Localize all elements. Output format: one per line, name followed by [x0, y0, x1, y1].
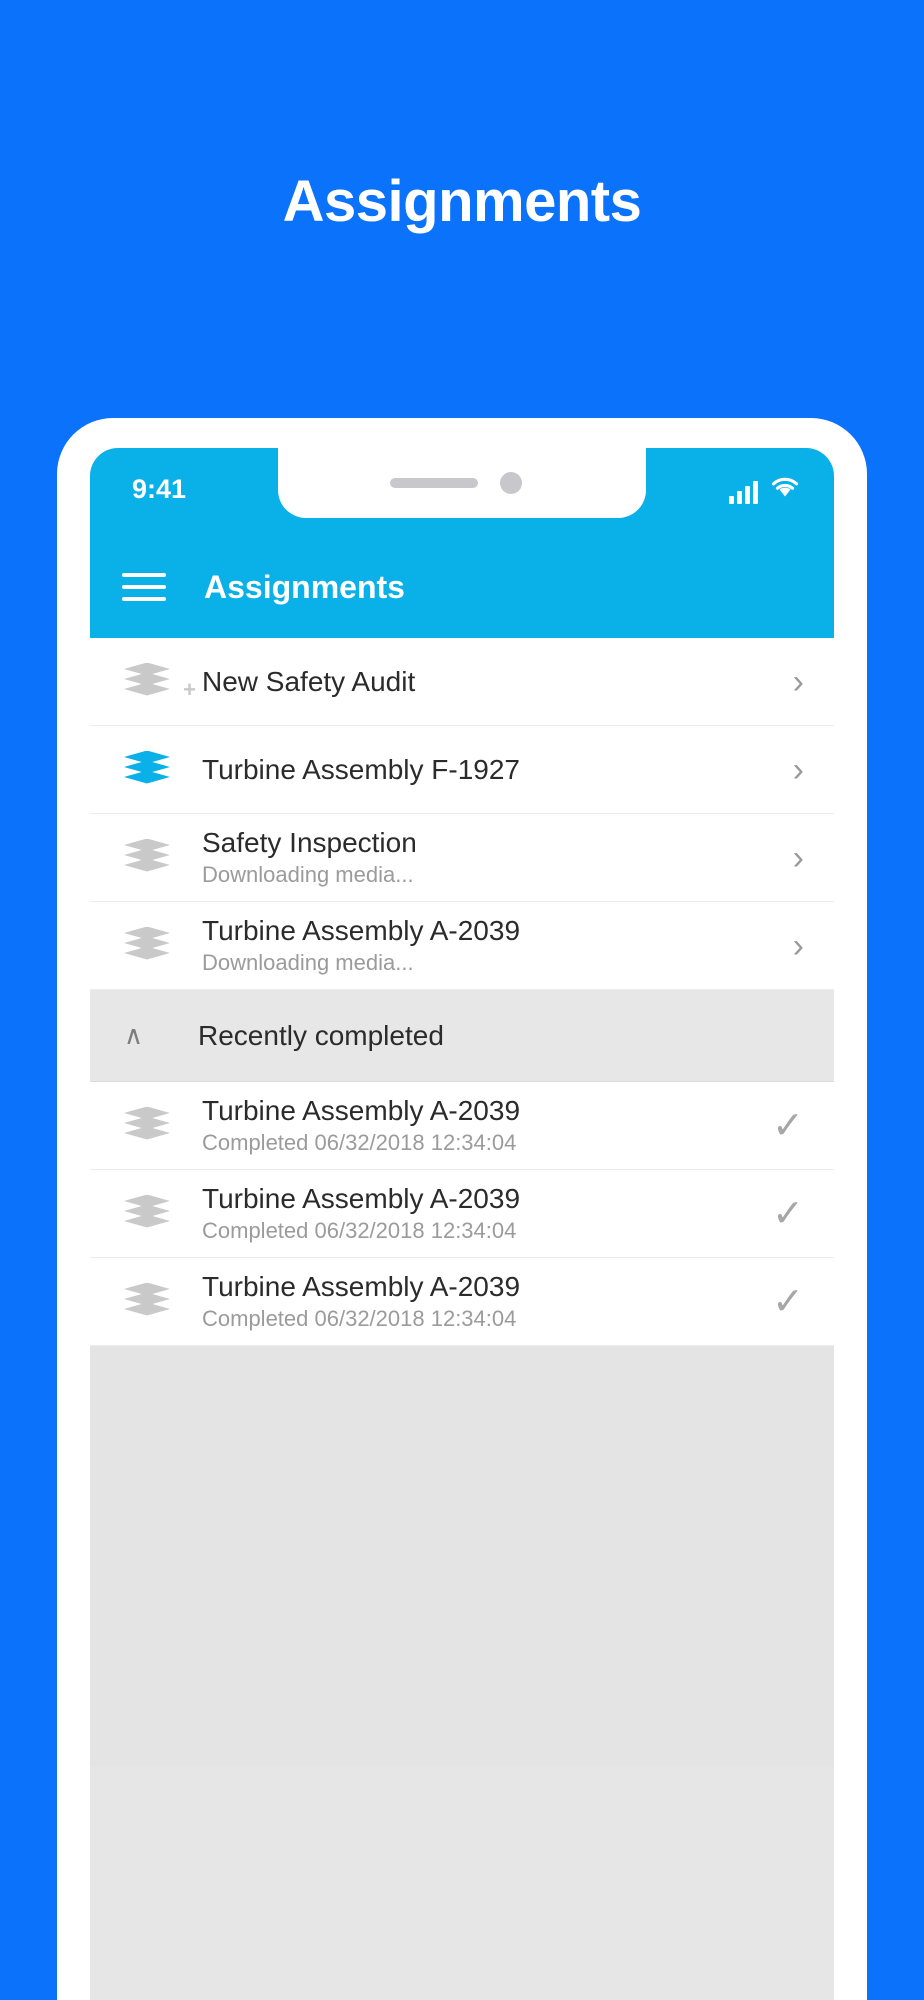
- phone-screen: [90, 448, 834, 2000]
- list-item[interactable]: [90, 1258, 834, 1346]
- plus-icon: +: [183, 676, 196, 702]
- check-icon: ✓: [772, 1280, 804, 1323]
- layers-add-icon: [124, 663, 170, 701]
- list-item-title: Turbine Assembly A-2039: [202, 1095, 521, 1126]
- list-item-text: [198, 1183, 760, 1244]
- list-item-icon: [124, 663, 198, 701]
- list-item[interactable]: [90, 814, 834, 902]
- list-item[interactable]: [90, 902, 834, 990]
- layers-icon: [124, 927, 170, 965]
- assignments-list: [90, 638, 834, 1766]
- list-item-subtitle: Completed 06/32/2018 12:34:04: [202, 1306, 517, 1331]
- chevron-right-icon[interactable]: ›: [792, 750, 804, 789]
- list-item-title: Safety Inspection: [202, 827, 417, 858]
- list-item[interactable]: [90, 638, 834, 726]
- list-item-text: [198, 915, 764, 976]
- chevron-right-icon[interactable]: ›: [792, 926, 804, 965]
- status-clock: 9:41: [132, 474, 187, 504]
- list-item-title: Turbine Assembly A-2039: [202, 915, 521, 946]
- list-item-text: [198, 1271, 760, 1332]
- list-item-icon: [124, 839, 198, 877]
- list-item-icon: [124, 751, 198, 789]
- app-bar: [90, 536, 834, 638]
- list-item-icon: [124, 927, 198, 965]
- layers-icon: [124, 1283, 170, 1321]
- check-icon: ✓: [772, 1104, 804, 1147]
- chevron-right-icon[interactable]: ›: [792, 662, 804, 701]
- layers-icon: [124, 751, 170, 789]
- list-item-subtitle: Downloading media...: [202, 950, 414, 975]
- list-item-title: Turbine Assembly A-2039: [202, 1271, 521, 1302]
- list-item[interactable]: [90, 726, 834, 814]
- list-item-subtitle: Downloading media...: [202, 862, 414, 887]
- list-item[interactable]: [90, 1170, 834, 1258]
- page-title: Assignments: [282, 169, 642, 234]
- section-header-recently-completed[interactable]: [90, 990, 834, 1082]
- list-item-title: Turbine Assembly F-1927: [202, 753, 520, 785]
- list-item[interactable]: [90, 1082, 834, 1170]
- app-bar-title: Assignments: [204, 568, 405, 605]
- list-item-text: [198, 754, 764, 786]
- status-indicators: [729, 474, 800, 504]
- section-header-label: Recently completed: [198, 1019, 444, 1051]
- layers-icon: [124, 839, 170, 877]
- list-item-subtitle: Completed 06/32/2018 12:34:04: [202, 1130, 517, 1155]
- list-item-subtitle: Completed 06/32/2018 12:34:04: [202, 1218, 517, 1243]
- list-item-text: [198, 1095, 760, 1156]
- chevron-up-icon[interactable]: ∧: [124, 1020, 144, 1050]
- wifi-icon: [770, 475, 800, 504]
- layers-icon: [124, 1107, 170, 1145]
- cellular-signal-icon: [729, 480, 758, 504]
- status-bar: [90, 448, 834, 536]
- list-item-title: Turbine Assembly A-2039: [202, 1183, 521, 1214]
- list-item-title: New Safety Audit: [202, 665, 416, 697]
- list-item-text: [198, 666, 764, 698]
- list-item-icon: [124, 1107, 198, 1145]
- speaker-grille: [390, 478, 478, 488]
- list-item-icon: [124, 1283, 198, 1321]
- chevron-right-icon[interactable]: ›: [792, 838, 804, 877]
- list-item-text: [198, 827, 764, 888]
- check-icon: ✓: [772, 1192, 804, 1235]
- list-item-icon: [124, 1195, 198, 1233]
- layers-icon: [124, 1195, 170, 1233]
- phone-frame: [57, 418, 867, 2000]
- notch: [278, 448, 646, 518]
- front-camera: [500, 472, 522, 494]
- hamburger-menu-icon[interactable]: [122, 573, 166, 601]
- list-empty-area: [90, 1346, 834, 1766]
